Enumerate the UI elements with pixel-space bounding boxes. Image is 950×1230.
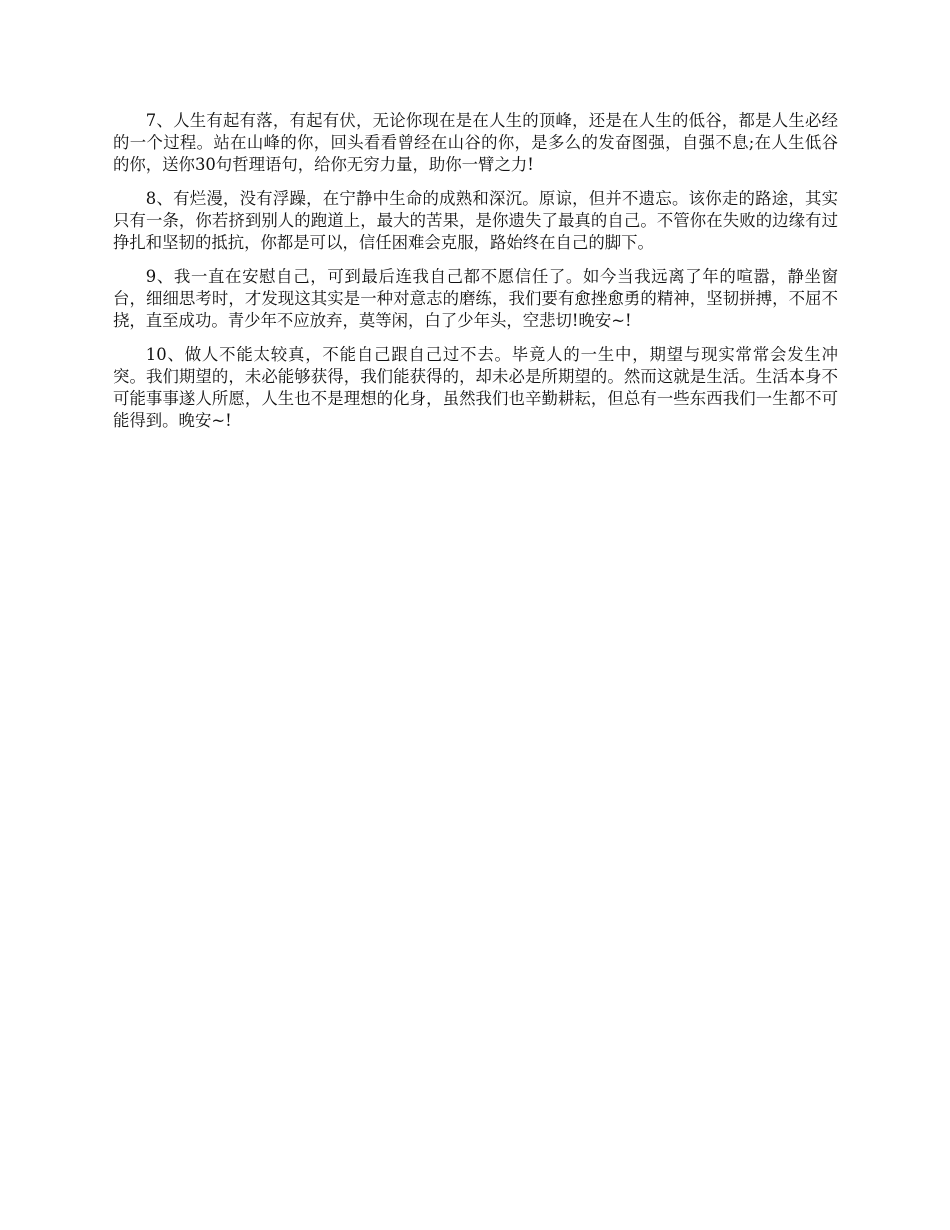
paragraph-9: 9、我一直在安慰自己，可到最后连我自己都不愿信任了。如今当我远离了年的喧嚣，静坐窗台，细细思考时，才发现这其实是一种对意志的磨练，我们要有愈挫愈勇的精神，坚韧拼搏，不屈不挠，直至成功。青少年不应放弃，莫等闲，白了少年头，空悲切!晚安~! — [113, 267, 838, 330]
document-body — [113, 110, 838, 444]
paragraph-10: 10、做人不能太较真，不能自己跟自己过不去。毕竟人的一生中，期望与现实常常会发生冲突。我们期望的，未必能够获得，我们能获得的，却未必是所期望的。然而这就是生活。生活本身不可能事事遂人所愿，人生也不是理想的化身，虽然我们也辛勤耕耘，但总有一些东西我们一生都不可能得到。晚安~! — [113, 345, 838, 430]
paragraph-8: 8、有烂漫，没有浮躁，在宁静中生命的成熟和深沉。原谅，但并不遗忘。该你走的路途，其实只有一条，你若挤到别人的跑道上，最大的苦果，是你遗失了最真的自己。不管你在失败的边缘有过挣扎和坚韧的抵抗，你都是可以，信任困难会克服，路始终在自己的脚下。 — [113, 189, 838, 252]
paragraph-7: 7、人生有起有落，有起有伏，无论你现在是在人生的顶峰，还是在人生的低谷，都是人生必经的一个过程。站在山峰的你，回头看看曾经在山谷的你，是多么的发奋图强，自强不息;在人生低谷的你，送你30句哲理语句，给你无穷力量，助你一臂之力! — [113, 111, 838, 174]
